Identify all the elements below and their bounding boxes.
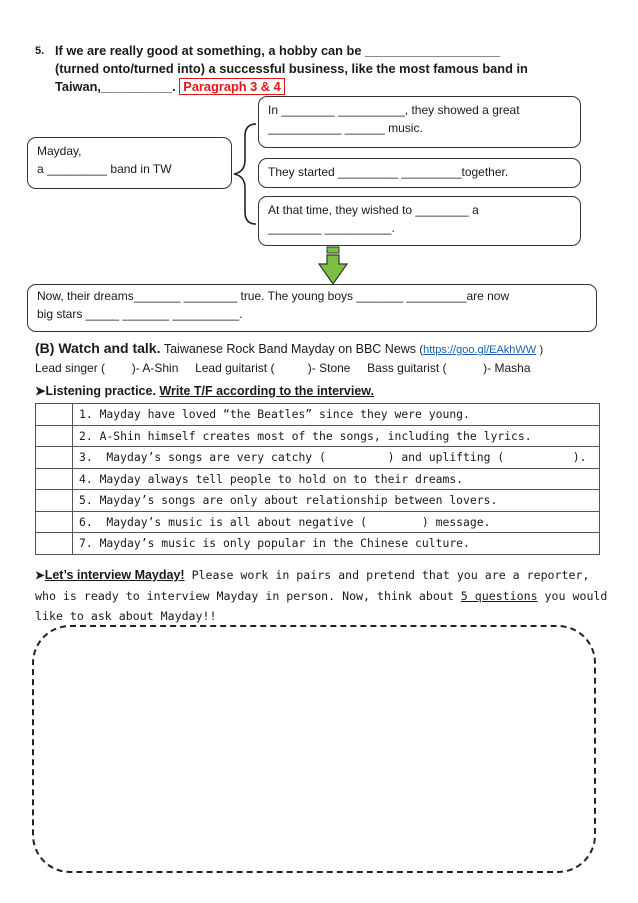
history-line-2: ___________ ______ music. [268, 121, 423, 135]
started-box [258, 158, 581, 188]
interview-title: Let’s interview Mayday! [44, 568, 185, 582]
result-box [27, 284, 597, 332]
table-row [36, 490, 600, 512]
statement-cell: 4. Mayday always tell people to hold on to their dreams. [73, 468, 600, 490]
tf-table [35, 403, 600, 555]
table-row [36, 404, 600, 426]
interview-section [35, 565, 608, 626]
table-row [36, 468, 600, 490]
interview-text-1: Please work in pairs and pretend that you are a reporter, [184, 568, 590, 582]
arrow-bullet-icon: ➤ [35, 569, 45, 582]
mayday-line-1: Mayday, [37, 144, 82, 158]
paragraph-tag: Paragraph 3 & 4 [179, 78, 284, 95]
curly-brace [230, 122, 260, 226]
result-line-2: big stars _____ _______ __________. [37, 307, 243, 321]
result-line-1: Now, their dreams_______ ________ true. The young boys _______ _________are now [37, 289, 510, 303]
answer-cell[interactable] [36, 468, 73, 490]
arrow-bullet-icon: ➤ [35, 384, 46, 398]
answer-cell[interactable] [36, 425, 73, 447]
question-line-1: If we are really good at something, a hobby can be ___________________ [55, 43, 501, 58]
section-b-header [35, 340, 543, 356]
interview-text-4: like to ask about Mayday!! [35, 609, 217, 623]
statement-cell: 1. Mayday have loved “the Beatles” since they were young. [73, 404, 600, 426]
wish-line-1: At that time, they wished to ________ a [268, 203, 479, 217]
interview-text-3: you would [537, 589, 608, 603]
question-line-3: Taiwan,__________. [55, 79, 176, 94]
link-close-paren: ) [539, 344, 544, 356]
question-5 [35, 42, 595, 96]
statement-cell: 5. Mayday’s songs are only about relationship between lovers. [73, 490, 600, 512]
history-box [258, 96, 581, 148]
listening-title: Listening practice. [45, 384, 156, 398]
statement-cell: 7. Mayday’s music is only popular in the Chinese culture. [73, 533, 600, 555]
table-row [36, 511, 600, 533]
answer-cell[interactable] [36, 447, 73, 469]
mayday-line-2: a _________ band in TW [37, 162, 172, 176]
history-line-1: In ________ __________, they showed a great [268, 103, 520, 117]
mayday-box [27, 137, 232, 189]
members-line: Lead singer ( )- A-Shin Lead guitarist ( )- Stone Bass guitarist ( )- Masha [35, 361, 531, 375]
question-number: 5. [35, 45, 45, 57]
link-open-paren: ( [419, 344, 424, 356]
statement-cell: 6. Mayday’s music is all about negative ( ) message. [73, 511, 600, 533]
video-link[interactable]: https://goo.gl/EAkhWW [423, 344, 537, 356]
interview-text-2: who is ready to interview Mayday in person. Now, think about [35, 589, 461, 603]
answer-cell[interactable] [36, 404, 73, 426]
answer-cell[interactable] [36, 490, 73, 512]
section-b-subtitle: Taiwanese Rock Band Mayday on BBC News [163, 342, 417, 356]
started-line: They started _________ _________together. [268, 165, 509, 179]
listening-header [35, 383, 374, 398]
question-line-2: (turned onto/turned into) a successful business, like the most famous band in [55, 61, 528, 76]
five-questions: 5 questions [460, 589, 538, 603]
section-b-title: (B) Watch and talk. [35, 340, 161, 356]
answer-cell[interactable] [36, 533, 73, 555]
table-row [36, 425, 600, 447]
statement-cell: 3. Mayday’s songs are very catchy ( ) and uplifting ( ). [73, 447, 600, 469]
listening-instruction: Write T/F according to the interview. [159, 384, 375, 398]
answer-area[interactable] [32, 625, 596, 873]
wish-line-2: ________ __________. [268, 221, 395, 235]
table-row [36, 447, 600, 469]
table-row [36, 533, 600, 555]
statement-cell: 2. A-Shin himself creates most of the songs, including the lyrics. [73, 425, 600, 447]
answer-cell[interactable] [36, 511, 73, 533]
wish-box [258, 196, 581, 246]
down-arrow-icon [316, 246, 350, 286]
